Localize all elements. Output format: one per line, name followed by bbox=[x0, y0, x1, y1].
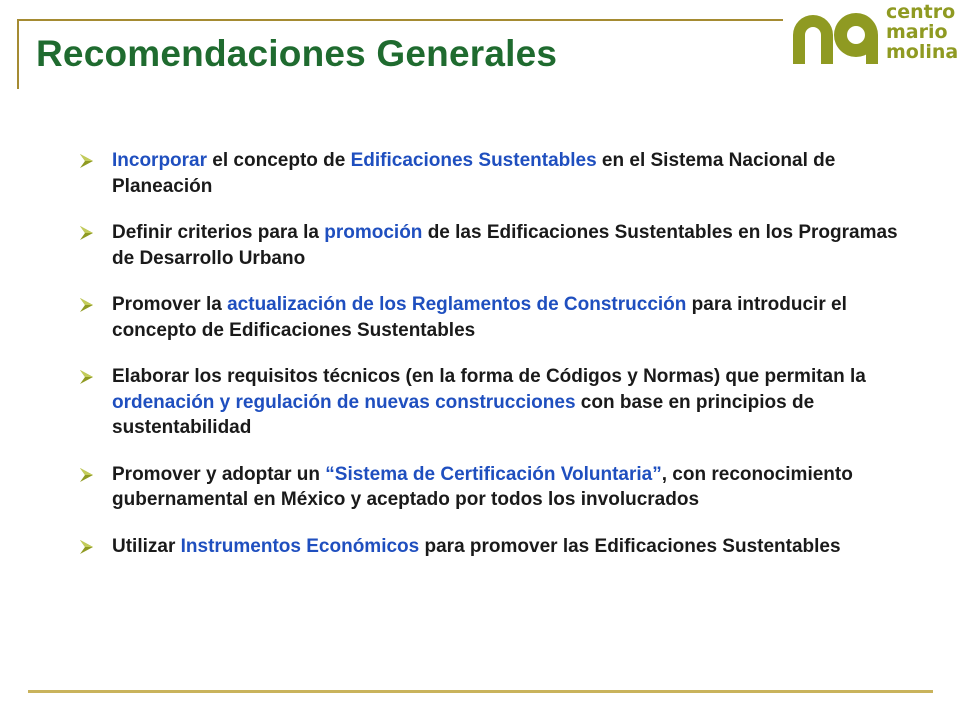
title-frame-top-line bbox=[17, 19, 783, 21]
arrowhead-bullet-icon bbox=[78, 297, 94, 313]
arrowhead-bullet-icon bbox=[78, 539, 94, 555]
arrowhead-bullet-icon bbox=[78, 467, 94, 483]
highlighted-text: “Sistema de Certificación Voluntaria” bbox=[325, 463, 662, 485]
body-text: en el Sistema Nacional de Planeación bbox=[112, 150, 836, 197]
body-text: Utilizar bbox=[112, 535, 181, 557]
arrowhead-bullet-icon bbox=[78, 369, 94, 385]
body-text: Elaborar los requisitos técnicos (en la forma de Códigos y Normas) que permitan la bbox=[112, 366, 866, 387]
logo-line-molina: molina bbox=[886, 41, 959, 63]
body-text: Definir criterios para la bbox=[112, 222, 325, 243]
slide-title: Recomendaciones Generales bbox=[36, 33, 558, 74]
body-text: el concepto de bbox=[207, 150, 351, 171]
centro-mario-molina-logo bbox=[787, 2, 957, 68]
recommendation-item bbox=[78, 148, 898, 199]
highlighted-text: Edificaciones Sustentables bbox=[350, 150, 597, 171]
highlighted-text: promoción bbox=[324, 222, 423, 243]
body-text: de las Edificaciones Sustentables en los Programas de Desarrollo Urbano bbox=[112, 222, 898, 269]
body-text: Promover la bbox=[112, 294, 228, 315]
body-text: para introducir el concepto de Edificaciones Sustentables bbox=[112, 294, 847, 341]
arrowhead-bullet-icon bbox=[78, 225, 94, 241]
logo-line-mario: mario bbox=[886, 21, 948, 43]
recommendation-item bbox=[78, 220, 898, 271]
title-frame-left-line bbox=[17, 19, 19, 89]
arrowhead-bullet-icon bbox=[78, 153, 94, 169]
highlighted-text: actualización de los Reglamentos de Construcción bbox=[227, 294, 687, 315]
highlighted-text: ordenación y regulación de nuevas construcciones bbox=[112, 391, 576, 413]
highlighted-text: Instrumentos Económicos bbox=[180, 535, 420, 557]
logo-line-centro: centro bbox=[886, 1, 956, 23]
body-text: para promover las Edificaciones Sustentables bbox=[419, 535, 841, 557]
body-text: , con reconocimiento gubernamental en México y aceptado por todos los involucrados bbox=[112, 463, 853, 510]
recommendations-list bbox=[78, 148, 898, 580]
recommendation-item bbox=[78, 462, 898, 513]
logo-wordmark bbox=[886, 2, 958, 62]
body-text: con base en principios de sustentabilidad bbox=[112, 391, 815, 438]
highlighted-text: Incorporar bbox=[112, 150, 208, 171]
recommendation-item bbox=[78, 534, 898, 560]
body-text: Promover y adoptar un bbox=[112, 463, 326, 485]
recommendation-item bbox=[78, 292, 898, 343]
recommendation-item bbox=[78, 364, 898, 441]
bottom-rule bbox=[28, 690, 933, 693]
centro-mario-molina-mark-icon bbox=[787, 4, 881, 66]
